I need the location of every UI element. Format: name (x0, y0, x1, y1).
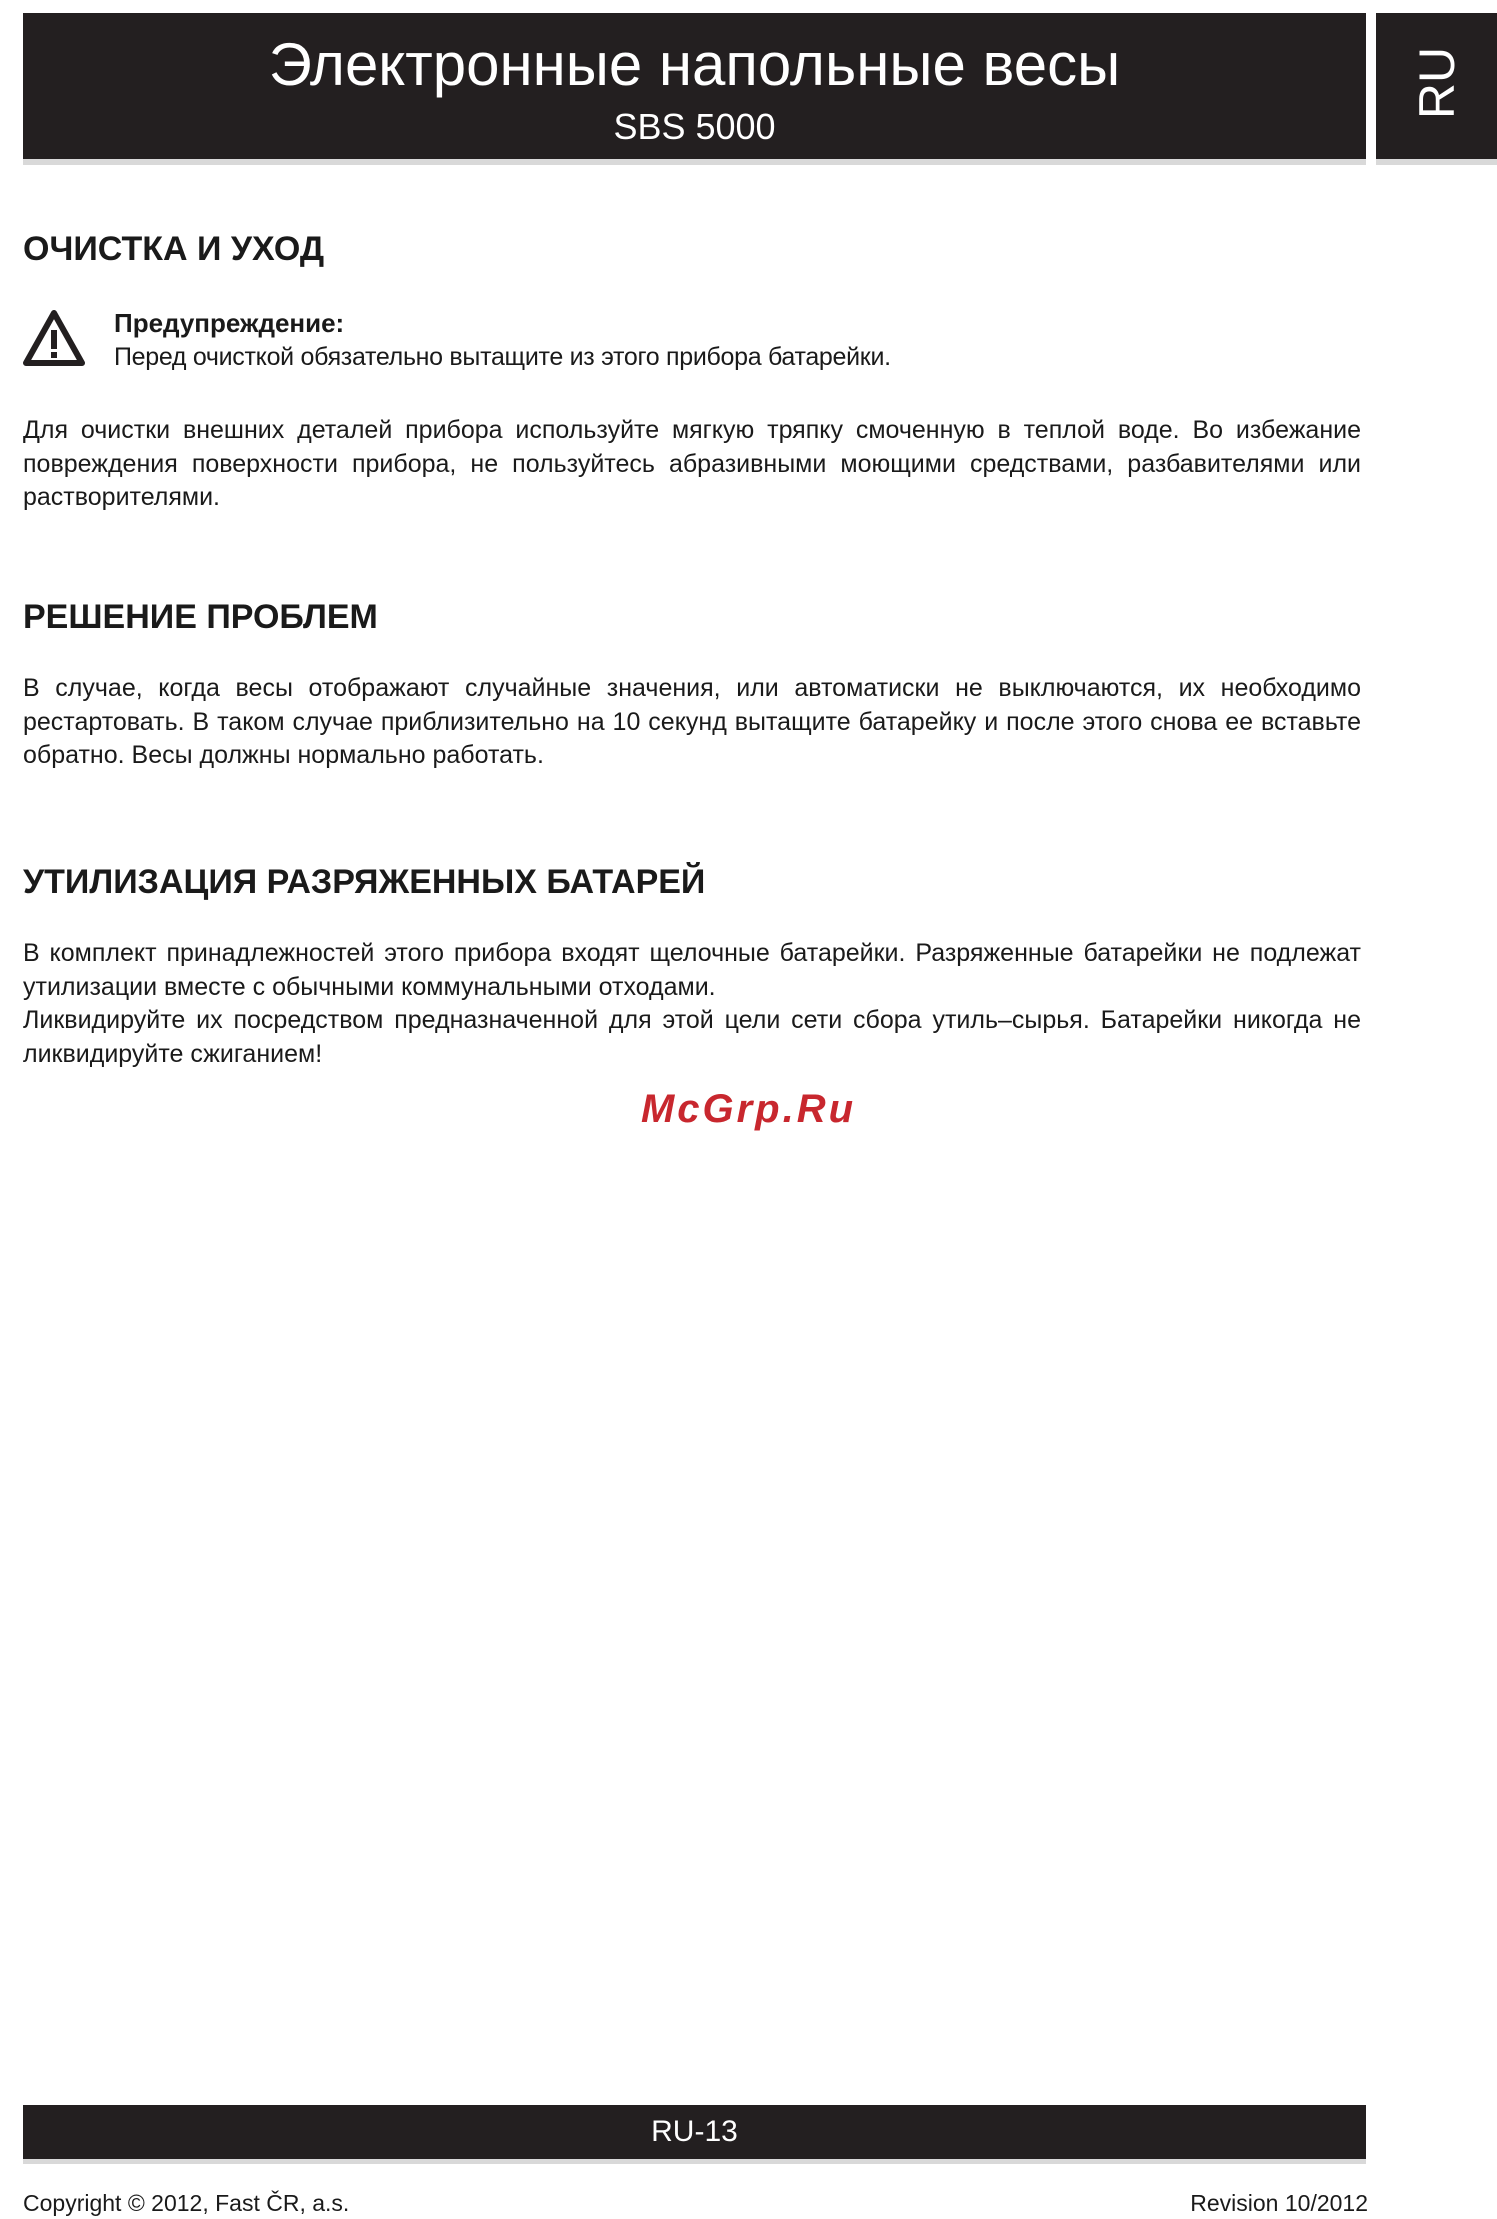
battery-disposal-paragraph-1: В комплект принадлежностей этого прибора входят щелочные батарейки. Разряженные батарейки не подлежат утилизации вместе с обычными коммунальными отходами. (23, 939, 1361, 1001)
footer-bar (23, 2105, 1366, 2159)
language-tab (1376, 13, 1497, 159)
revision: Revision 10/2012 (1190, 2190, 1368, 2216)
section-heading-cleaning: ОЧИСТКА И УХОД (23, 230, 325, 268)
warning-text: Перед очисткой обязательно вытащите из этого прибора батарейки. (114, 343, 891, 371)
warning-box (23, 306, 1361, 376)
language-label: RU (1408, 46, 1465, 120)
section-heading-battery-disposal: УТИЛИЗАЦИЯ РАЗРЯЖЕННЫХ БАТАРЕЙ (23, 863, 706, 901)
troubleshooting-paragraph: В случае, когда весы отображают случайные значения, или автоматиски не выключаются, их необходимо рестартовать. В таком случае приблизительно на 10 секунд вытащите батарейку и после этого снова ее вставьте обратно. Весы должны нормально работать. (23, 674, 1361, 769)
document-title: Электронные напольные весы (268, 31, 1121, 98)
section-heading-troubleshooting: РЕШЕНИЕ ПРОБЛЕМ (23, 598, 378, 636)
battery-disposal-paragraph-2: Ликвидируйте их посредством предназначенной для этой цели сети сбора утиль–сырья. Батарейки никогда не ликвидируйте сжиганием! (23, 1006, 1361, 1068)
warning-triangle-icon (23, 310, 85, 366)
model-name: SBS 5000 (613, 106, 776, 147)
document-header (23, 13, 1366, 159)
cleaning-paragraph: Для очистки внешних деталей прибора используйте мягкую тряпку смоченную в теплой воде. Во избежание повреждения поверхности прибора, не пользуйтесь абразивными моющими средствами, разбавителями или растворителями. (23, 416, 1361, 511)
warning-heading: Предупреждение: (114, 308, 345, 338)
copyright: Copyright © 2012, Fast ČR, a.s. (23, 2190, 350, 2216)
page-number: RU-13 (651, 2115, 738, 2148)
watermark: McGrp.Ru (640, 1087, 857, 1131)
